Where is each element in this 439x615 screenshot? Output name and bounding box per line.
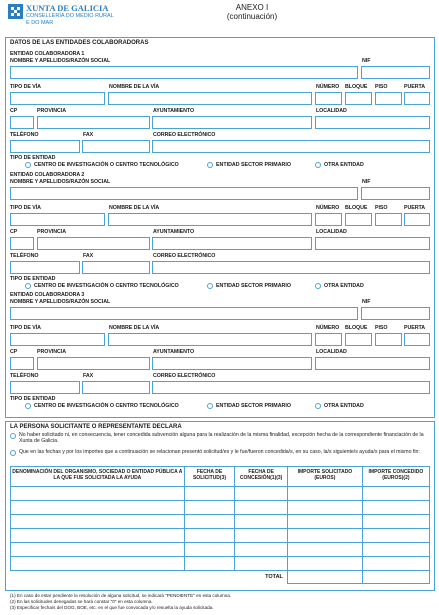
telefono-label: TELÉFONO: [10, 253, 39, 259]
entity-title: ENTIDAD COLABORADORA 1: [10, 51, 85, 57]
nombre-via-label: NOMBRE DE LA VÍA: [109, 205, 160, 211]
nombre-via-field[interactable]: [108, 333, 312, 346]
table-cell[interactable]: [184, 515, 235, 529]
declara-option2-radio[interactable]: [10, 450, 16, 456]
cp-label: CP: [10, 349, 18, 355]
puerta-field[interactable]: [404, 213, 430, 226]
table-cell[interactable]: [287, 501, 362, 515]
tipo-entidad-label: TIPO DE ENTIDAD: [10, 276, 56, 282]
tipo-via-field[interactable]: [10, 333, 105, 346]
table-cell[interactable]: [362, 543, 429, 557]
nif-label: NIF: [362, 299, 371, 305]
piso-field[interactable]: [375, 333, 402, 346]
table-cell[interactable]: [287, 515, 362, 529]
option-centro-radio[interactable]: [25, 283, 31, 289]
fax-label: FAX: [83, 132, 94, 138]
tipo-entidad-label: TIPO DE ENTIDAD: [10, 155, 56, 161]
nif-label: NIF: [362, 58, 371, 64]
table-cell[interactable]: [235, 543, 288, 557]
localidad-label: LOCALIDAD: [316, 108, 347, 114]
bloque-label: BLOQUE: [345, 325, 368, 331]
total-label: TOTAL: [265, 574, 283, 581]
bloque-field[interactable]: [345, 213, 372, 226]
table-row: [11, 529, 430, 543]
option-otra-radio[interactable]: [315, 162, 321, 168]
localidad-label: LOCALIDAD: [316, 229, 347, 235]
provincia-label: PROVINCIA: [37, 108, 66, 114]
email-field[interactable]: [152, 381, 430, 394]
table-row: [11, 557, 430, 571]
table-cell[interactable]: [362, 529, 429, 543]
email-label: CORREO ELECTRÓNICO: [153, 253, 216, 259]
localidad-field[interactable]: [315, 237, 430, 250]
option-primario-radio[interactable]: [207, 283, 213, 289]
nombre-via-field[interactable]: [108, 213, 312, 226]
ayuntamiento-field[interactable]: [152, 357, 312, 370]
total-concedido[interactable]: [362, 571, 429, 584]
email-field[interactable]: [152, 140, 430, 153]
table-row: [11, 515, 430, 529]
telefono-label: TELÉFONO: [10, 373, 39, 379]
fax-field[interactable]: [82, 381, 150, 394]
table-cell[interactable]: [184, 529, 235, 543]
piso-label: PISO: [375, 205, 388, 211]
option-otra-radio[interactable]: [315, 403, 321, 409]
puerta-label: PUERTA: [404, 205, 426, 211]
col-denominacion: DENOMINACIÓN DEL ORGANISMO, SOCIEDAD O ENTIDAD PÚBLICA A LA QUE FUE SOLICITADA LA AYUDA: [11, 467, 185, 487]
table-row: [11, 501, 430, 515]
nif-field[interactable]: [361, 307, 430, 320]
puerta-label: PUERTA: [404, 84, 426, 90]
option-primario-label: ENTIDAD SECTOR PRIMARIO: [216, 403, 291, 409]
option-primario-radio[interactable]: [207, 403, 213, 409]
tipo-via-field[interactable]: [10, 92, 105, 105]
total-row: [11, 571, 430, 584]
table-cell[interactable]: [362, 515, 429, 529]
footnote-1: (1) En caso de estar pendiente la resolución de alguna solicitud, se indicará "PENDIENTE" en esta columna.: [10, 593, 232, 598]
table-cell[interactable]: [235, 501, 288, 515]
declara-option1-radio[interactable]: [10, 433, 16, 439]
table-cell[interactable]: [235, 515, 288, 529]
ayuntamiento-field[interactable]: [152, 116, 312, 129]
table-cell[interactable]: [11, 501, 185, 515]
numero-field[interactable]: [315, 333, 342, 346]
table-cell[interactable]: [235, 557, 288, 571]
option-otra-radio[interactable]: [315, 283, 321, 289]
cp-field[interactable]: [10, 116, 34, 129]
section-title: DATOS DE LAS ENTIDADES COLABORADORAS: [10, 40, 149, 46]
nombre-label: NOMBRE Y APELLIDOS/RAZÓN SOCIAL: [10, 58, 111, 64]
option-centro-label: CENTRO DE INVESTIGACIÓN O CENTRO TECNOLÓGICO: [34, 162, 179, 168]
bloque-field[interactable]: [345, 92, 372, 105]
entity-title: ENTIDAD COLABORADORA 2: [10, 172, 85, 178]
nombre-field[interactable]: [10, 66, 358, 79]
nombre-field[interactable]: [10, 187, 358, 200]
option-centro-radio[interactable]: [25, 403, 31, 409]
email-label: CORREO ELECTRÓNICO: [153, 132, 216, 138]
table-cell[interactable]: [184, 501, 235, 515]
option-otra-label: OTRA ENTIDAD: [324, 403, 364, 409]
ayuntamiento-label: AYUNTAMIENTO: [153, 229, 195, 235]
tipo-via-label: TIPO DE VÍA: [10, 84, 41, 90]
option-centro-radio[interactable]: [25, 162, 31, 168]
table-cell[interactable]: [235, 529, 288, 543]
table-cell[interactable]: [362, 487, 429, 501]
nombre-via-field[interactable]: [108, 92, 312, 105]
nombre-label: NOMBRE Y APELLIDOS/RAZÓN SOCIAL: [10, 179, 111, 185]
numero-field[interactable]: [315, 213, 342, 226]
col-importe-solicitado: IMPORTE SOLICITADO (EUROS): [287, 467, 362, 487]
table-cell[interactable]: [287, 487, 362, 501]
xunta-logo-icon: [8, 4, 23, 19]
tipo-via-label: TIPO DE VÍA: [10, 325, 41, 331]
total-label-cell: [11, 571, 288, 584]
table-cell[interactable]: [287, 557, 362, 571]
ayudas-table: [10, 466, 430, 584]
col-importe-concedido: IMPORTE CONCEDIDO (EUROS)(2): [362, 467, 429, 487]
option-primario-label: ENTIDAD SECTOR PRIMARIO: [216, 283, 291, 289]
piso-field[interactable]: [375, 92, 402, 105]
localidad-field[interactable]: [315, 116, 430, 129]
numero-label: NÚMERO: [316, 325, 340, 331]
option-centro-label: CENTRO DE INVESTIGACIÓN O CENTRO TECNOLÓGICO: [34, 283, 179, 289]
tipo-entidad-label: TIPO DE ENTIDAD: [10, 396, 56, 402]
localidad-field[interactable]: [315, 357, 430, 370]
cp-field[interactable]: [10, 237, 34, 250]
ayuntamiento-label: AYUNTAMIENTO: [153, 349, 195, 355]
table-row: [11, 487, 430, 501]
telefono-field[interactable]: [10, 140, 80, 153]
table-cell[interactable]: [287, 529, 362, 543]
total-solicitado[interactable]: [287, 571, 362, 584]
declara-option2-text: Que en las fechas y por los importes que a continuación se relacionan presentó solicitud/es y le fue/fueron concedida/s, en su caso, la/s siguiente/s ayuda/s para el mismo fin:: [19, 449, 420, 455]
cp-label: CP: [10, 229, 18, 235]
footnote-3: (3) Especificar fecha/s del DOG, BOE, etc. en el que fue convocada y/o resuelta la ayuda solicitada.: [10, 605, 214, 610]
ayuntamiento-label: AYUNTAMIENTO: [153, 108, 195, 114]
col-fecha-concesion: FECHA DE CONCESIÓN(1)(3): [235, 467, 288, 487]
table-cell[interactable]: [11, 529, 185, 543]
fax-field[interactable]: [82, 261, 150, 274]
numero-label: NÚMERO: [316, 205, 340, 211]
org-name: XUNTA DE GALICIA: [26, 3, 109, 13]
option-primario-radio[interactable]: [207, 162, 213, 168]
footnote-2: (2) En las solicitudes denegadas se hará constar "0" en esta columna.: [10, 599, 153, 604]
dept-line2: E DO MAR: [26, 20, 54, 26]
table-cell[interactable]: [362, 557, 429, 571]
telefono-label: TELÉFONO: [10, 132, 39, 138]
table-cell[interactable]: [11, 557, 185, 571]
nombre-label: NOMBRE Y APELLIDOS/RAZÓN SOCIAL: [10, 299, 111, 305]
declara-title: LA PERSONA SOLICITANTE O REPRESENTANTE DECLARA: [10, 424, 182, 430]
fax-label: FAX: [83, 253, 94, 259]
col-fecha-solicitud: FECHA DE SOLICITUD(3): [184, 467, 235, 487]
piso-field[interactable]: [375, 213, 402, 226]
table-cell[interactable]: [11, 487, 185, 501]
table-cell[interactable]: [235, 487, 288, 501]
localidad-label: LOCALIDAD: [316, 349, 347, 355]
entity-title: ENTIDAD COLABORADORA 3: [10, 292, 85, 298]
piso-label: PISO: [375, 325, 388, 331]
email-field[interactable]: [152, 261, 430, 274]
puerta-label: PUERTA: [404, 325, 426, 331]
telefono-field[interactable]: [10, 261, 80, 274]
numero-field[interactable]: [315, 92, 342, 105]
table-cell[interactable]: [362, 501, 429, 515]
table-cell[interactable]: [11, 543, 185, 557]
nif-field[interactable]: [361, 66, 430, 79]
bloque-label: BLOQUE: [345, 84, 368, 90]
nif-field[interactable]: [361, 187, 430, 200]
provincia-field[interactable]: [37, 357, 150, 370]
nombre-via-label: NOMBRE DE LA VÍA: [109, 84, 160, 90]
bloque-label: BLOQUE: [345, 205, 368, 211]
nombre-via-label: NOMBRE DE LA VÍA: [109, 325, 160, 331]
dept-line1: CONSELLERÍA DO MEDIO RURAL: [26, 13, 114, 19]
fax-label: FAX: [83, 373, 94, 379]
option-primario-label: ENTIDAD SECTOR PRIMARIO: [216, 162, 291, 168]
annex-title: ANEXO I: [235, 3, 269, 12]
piso-label: PISO: [375, 84, 388, 90]
provincia-label: PROVINCIA: [37, 349, 66, 355]
declara-option1-text: No haber solicitado ni, en consecuencia, tener concedida subvención alguna para la realización de la misma finalidad, excepción hecha de la correspondiente financiación de la Xunta de Galicia.: [19, 432, 424, 445]
provincia-field[interactable]: [37, 237, 150, 250]
cp-field[interactable]: [10, 357, 34, 370]
option-otra-label: OTRA ENTIDAD: [324, 283, 364, 289]
numero-label: NÚMERO: [316, 84, 340, 90]
puerta-field[interactable]: [404, 92, 430, 105]
table-cell[interactable]: [11, 515, 185, 529]
nombre-field[interactable]: [10, 307, 358, 320]
table-row: [11, 543, 430, 557]
email-label: CORREO ELECTRÓNICO: [153, 373, 216, 379]
tipo-via-field[interactable]: [10, 213, 105, 226]
puerta-field[interactable]: [404, 333, 430, 346]
cp-label: CP: [10, 108, 18, 114]
table-cell[interactable]: [184, 543, 235, 557]
option-otra-label: OTRA ENTIDAD: [324, 162, 364, 168]
table-cell[interactable]: [184, 487, 235, 501]
tipo-via-label: TIPO DE VÍA: [10, 205, 41, 211]
table-cell[interactable]: [287, 543, 362, 557]
option-centro-label: CENTRO DE INVESTIGACIÓN O CENTRO TECNOLÓGICO: [34, 403, 179, 409]
annex-subtitle: (continuación): [226, 12, 278, 21]
fax-field[interactable]: [82, 140, 150, 153]
ayuntamiento-field[interactable]: [152, 237, 312, 250]
xunta-logo: [8, 4, 23, 19]
telefono-field[interactable]: [10, 381, 80, 394]
provincia-label: PROVINCIA: [37, 229, 66, 235]
bloque-field[interactable]: [345, 333, 372, 346]
table-cell[interactable]: [184, 557, 235, 571]
nif-label: NIF: [362, 179, 371, 185]
provincia-field[interactable]: [37, 116, 150, 129]
